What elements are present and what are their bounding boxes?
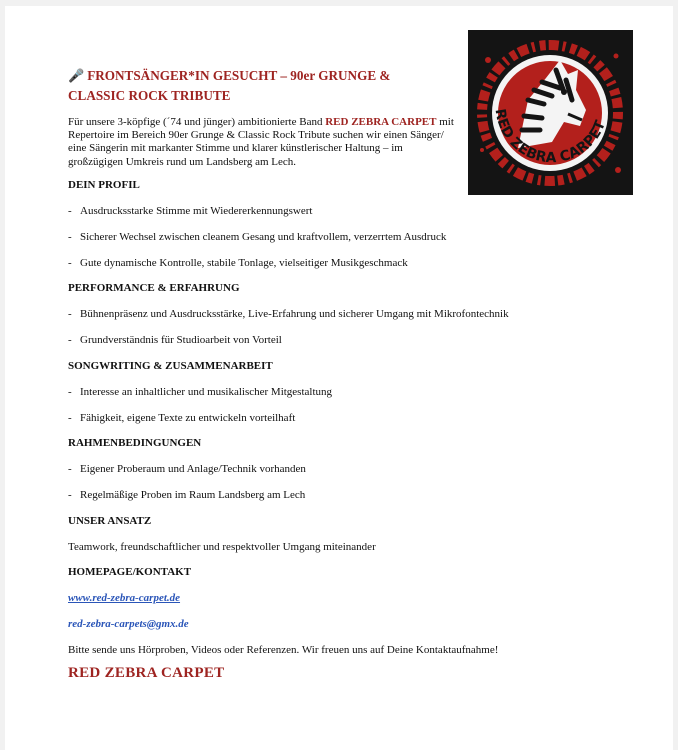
- heading-profil: DEIN PROFIL: [68, 179, 140, 191]
- list-item: - Gute dynamische Kontrolle, stabile Tonlage, vielseitiger Musikgeschmack: [68, 257, 408, 269]
- heading-performance: PERFORMANCE & ERFAHRUNG: [68, 282, 240, 294]
- email-link[interactable]: red-zebra-carpets@gmx.de: [68, 618, 189, 630]
- heading-rahmen: RAHMENBEDINGUNGEN: [68, 437, 202, 449]
- list-item: - Grundverständnis für Studioarbeit von Vorteil: [68, 334, 282, 346]
- list-item: - Ausdrucksstarke Stimme mit Wiedererkennungswert: [68, 205, 313, 217]
- band-name-highlight: RED ZEBRA CARPET: [325, 116, 437, 128]
- heading-ansatz: UNSER ANSATZ: [68, 515, 152, 527]
- band-logo: [468, 30, 633, 195]
- list-item: - Regelmäßige Proben im Raum Landsberg am Lech: [68, 489, 306, 501]
- heading-songwriting: SONGWRITING & ZUSAMMENARBEIT: [68, 360, 273, 372]
- closing-text: Bitte sende uns Hörproben, Videos oder Referenzen. Wir freuen uns auf Deine Kontaktaufnahme!: [68, 644, 499, 656]
- microphone-icon: 🎤: [68, 68, 85, 83]
- page-title: 🎤 FRONTSÄNGER*IN GESUCHT – 90er GRUNGE & CLASSIC ROCK TRIBUTE: [68, 68, 391, 103]
- zebra-logo-graphic: [468, 30, 633, 195]
- list-item: - Fähigkeit, eigene Texte zu entwickeln vorteilhaft: [68, 412, 296, 424]
- ansatz-text: Teamwork, freundschaftlicher und respektvoller Umgang miteinander: [68, 541, 376, 553]
- intro-paragraph: Für unsere 3-köpfige (´74 und jünger) ambitionierte Band RED ZEBRA CARPET mit Repertoire im Bereich 90er Grunge & Classic Rock Tribute suchen wir einen Sänger/ eine Sängerin mit markanter Stimme und klarer künstlerischer Haltung – im großzügigen Umkreis rund um Landsberg am Lech.: [68, 116, 454, 168]
- footer-band-name: RED ZEBRA CARPET: [68, 665, 225, 681]
- website-link[interactable]: www.red-zebra-carpet.de: [68, 592, 181, 604]
- list-item: - Eigener Proberaum und Anlage/Technik vorhanden: [68, 463, 306, 475]
- logo-ring-text: RED ZEBRA CARPET: [491, 107, 610, 167]
- list-item: - Sicherer Wechsel zwischen cleanem Gesang und kraftvollem, verzerrtem Ausdruck: [68, 231, 447, 243]
- list-item: - Bühnenpräsenz und Ausdrucksstärke, Live-Erfahrung und sicherer Umgang mit Mikrofontechnik: [68, 308, 509, 320]
- heading-kontakt: HOMEPAGE/KONTAKT: [68, 566, 192, 578]
- list-item: - Interesse an inhaltlicher und musikalischer Mitgestaltung: [68, 386, 333, 398]
- document-page: [5, 6, 673, 750]
